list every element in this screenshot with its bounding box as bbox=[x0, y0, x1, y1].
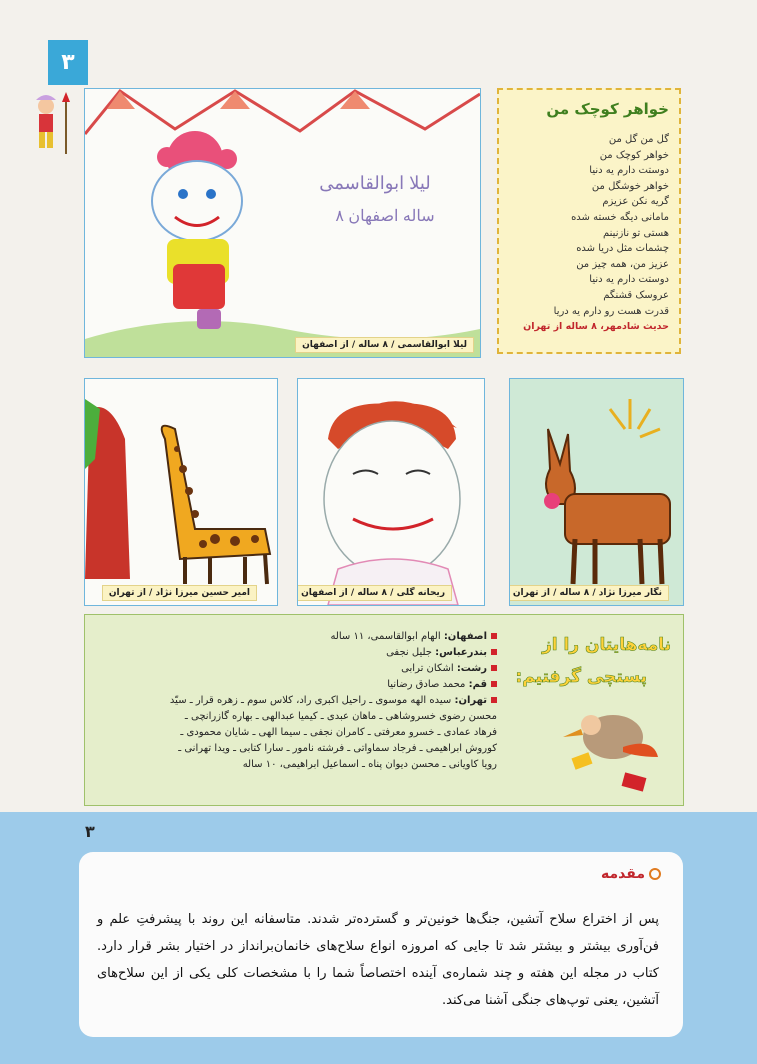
poem-line: مامانی دیگه خسته شده bbox=[571, 211, 669, 223]
donkey-drawing-art bbox=[510, 379, 683, 605]
letters-extra-line: محسن رضوی خسروشاهی ـ ماهان عبدی ـ کیمیا عبدالهی ـ بهاره گازرانچی ـ bbox=[184, 711, 497, 722]
letters-list bbox=[97, 629, 497, 773]
bullet-icon bbox=[491, 665, 497, 671]
letters-extra-line: کوروش ابراهیمی ـ فرجاد سماواتی ـ فرشته نامور ـ سارا کتابی ـ ویدا تهرانی ـ bbox=[178, 743, 497, 754]
girl-drawing-scrawl-2: ۸ ساله اصفهان bbox=[335, 208, 435, 225]
page-number-bottom: ۳ bbox=[85, 822, 95, 841]
letters-box bbox=[84, 614, 684, 806]
letters-entry bbox=[97, 629, 497, 645]
poem-line: عزیز من، همه چیز من bbox=[576, 258, 669, 270]
poem-line: خواهر کوچک من bbox=[599, 149, 669, 161]
face-drawing-caption: ریحانه گلی / ۸ ساله / از اصفهان bbox=[297, 585, 452, 601]
letters-names: جلیل نجفی bbox=[386, 647, 432, 658]
letters-city: تهران: bbox=[454, 695, 487, 706]
girl-figure bbox=[152, 131, 242, 329]
letters-entry bbox=[97, 693, 497, 709]
poem-credit: حدیث شادمهر، ۸ ساله از تهران bbox=[523, 321, 669, 333]
circle-bullet-icon bbox=[649, 868, 661, 880]
letters-names: اشکان ترابی bbox=[401, 663, 454, 674]
poem-line: عروسک قشنگم bbox=[603, 289, 669, 301]
letters-city: رشت: bbox=[456, 663, 487, 674]
letters-entry bbox=[97, 645, 497, 661]
letters-names: الهام ابوالقاسمی، ۱۱ ساله bbox=[330, 631, 441, 642]
intro-body: پس از اختراع سلاح آتشین، جنگ‌ها خونین‌تر و گسترده‌تر شدند. متاسفانه این روند با پیشرفتِ علم و فن‌آوری بیشتر و بیشتر شد تا جایی که امروزه انواع سلاح‌های خانمان‌برانداز در اختیار بشر قرار دارد. کتاب در مجله این هفته و چند شماره‌ی آینده اختصاصاً شما را با مشخصات کلی یکی از این سلاح‌های آتشین، یعنی توپ‌های جنگی آشنا می‌کند. bbox=[97, 912, 659, 1008]
mascot-icon bbox=[30, 92, 80, 158]
letters-extra-line: رویا کاویانی ـ محسن دیوان پناه ـ اسماعیل ابراهیمی، ۱۰ ساله bbox=[242, 759, 497, 770]
page-number-tab bbox=[48, 40, 88, 85]
letters-title-line2: پستچی گرفتیم: bbox=[515, 667, 647, 687]
face-drawing-art bbox=[298, 379, 484, 605]
letters-names: سیده الهه موسوی ـ راحیل اکبری راد، کلاس سوم ـ زهره قرار ـ سیّد bbox=[169, 695, 452, 706]
poem-line: دوستت دارم یه دنیا bbox=[589, 165, 669, 177]
giraffe-drawing bbox=[84, 378, 278, 606]
page-number: ۳ bbox=[61, 50, 75, 75]
intro-box bbox=[79, 852, 683, 1037]
girl-drawing-caption: لیلا ابوالقاسمی / ۸ ساله / از اصفهان bbox=[295, 337, 474, 353]
poem-line: گریه نکن عزیزم bbox=[602, 196, 669, 208]
bullet-icon bbox=[491, 633, 497, 639]
bullet-icon bbox=[491, 649, 497, 655]
bullet-icon bbox=[491, 681, 497, 687]
donkey-drawing-caption: نگار میرزا نژاد / ۸ ساله / از تهران bbox=[509, 585, 669, 601]
intro-title-text: مقدمه bbox=[601, 866, 645, 882]
poem-line: خواهر خوشگل من bbox=[591, 180, 669, 192]
poem-line: قدرت هست رو دارم یه دریا bbox=[553, 305, 669, 317]
letters-city: اصفهان: bbox=[443, 631, 487, 642]
letters-names: محمد صادق رضانیا bbox=[387, 679, 466, 690]
giraffe-drawing-art bbox=[85, 379, 277, 605]
letters-entry bbox=[97, 677, 497, 693]
girl-drawing-art bbox=[85, 89, 480, 357]
letters-city: بندرعباس: bbox=[435, 647, 487, 658]
intro-title bbox=[601, 866, 661, 882]
poem-box bbox=[497, 88, 681, 354]
letters-city: قم: bbox=[468, 679, 487, 690]
poem-line: دوستت دارم یه دنیا bbox=[589, 274, 669, 286]
letters-extra-line: فرهاد عمادی ـ خسرو معرفتی ـ کامران نجفی ـ سیما الهی ـ شایان محمودی ـ bbox=[180, 727, 497, 738]
giraffe-drawing-caption: امیر حسین میرزا نژاد / از تهران bbox=[102, 585, 257, 601]
poem-line: هستی تو نازنینم bbox=[603, 227, 669, 239]
face-drawing bbox=[297, 378, 485, 606]
girl-drawing-scrawl-1: لیلا ابوالقاسمی bbox=[319, 173, 431, 193]
mail-bird-icon bbox=[503, 697, 663, 797]
poem-line: چشمات مثل دریا شده bbox=[576, 243, 669, 255]
girl-drawing bbox=[84, 88, 481, 358]
poem-title: خواهر کوچک من bbox=[546, 100, 669, 118]
bullet-icon bbox=[491, 697, 497, 703]
donkey-drawing bbox=[509, 378, 684, 606]
letters-title-line1: نامه‌هایتان را از bbox=[541, 635, 671, 655]
poem-line: گل من گل من bbox=[608, 134, 669, 145]
letters-entry bbox=[97, 661, 497, 677]
